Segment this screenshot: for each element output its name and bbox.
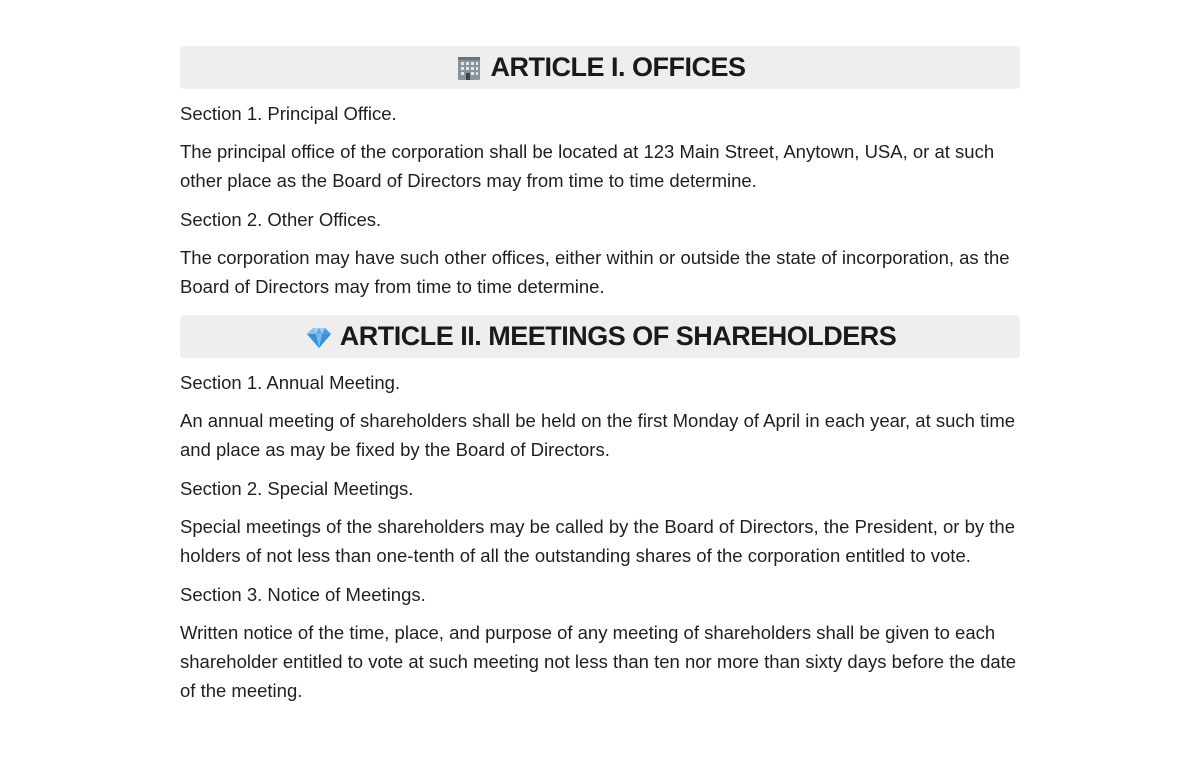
bylaws-document: [180, 46, 1020, 705]
section-body: Written notice of the time, place, and purpose of any meeting of shareholders shall be given to each shareholder entitled to vote at such meeting not less than ten nor more than sixty days before the date of the meeting.: [180, 622, 1017, 701]
section-title: Section 1. Annual Meeting.: [180, 372, 401, 393]
section-title: Section 3. Notice of Meetings.: [180, 584, 426, 605]
section-body: The principal office of the corporation shall be located at 123 Main Street, Anytown, USA, or at such other place as the Board of Directors may from time to time determine.: [180, 141, 995, 191]
section-body: Special meetings of the shareholders may be called by the Board of Directors, the President, or by the holders of not less than one-tenth of all the outstanding shares of the corporation entitled to vote.: [180, 516, 1016, 566]
article-heading-text: ARTICLE I. OFFICES: [490, 52, 746, 82]
section-title: Section 1. Principal Office.: [180, 103, 397, 124]
article-meetings: [180, 315, 1020, 705]
article-offices: [180, 46, 1020, 301]
article-heading: [180, 46, 1020, 89]
office-building-icon: [454, 53, 484, 83]
article-heading-text: ARTICLE II. MEETINGS OF SHAREHOLDERS: [339, 321, 897, 351]
section-body: The corporation may have such other offices, either within or outside the state of incorporation, as the Board of Directors may from time to time determine.: [180, 247, 1010, 297]
article-heading: [180, 315, 1020, 358]
section-title: Section 2. Special Meetings.: [180, 478, 414, 499]
gem-icon: [304, 322, 334, 352]
section-title: Section 2. Other Offices.: [180, 209, 382, 230]
section-body: An annual meeting of shareholders shall be held on the first Monday of April in each year, at such time and place as may be fixed by the Board of Directors.: [180, 410, 1016, 460]
